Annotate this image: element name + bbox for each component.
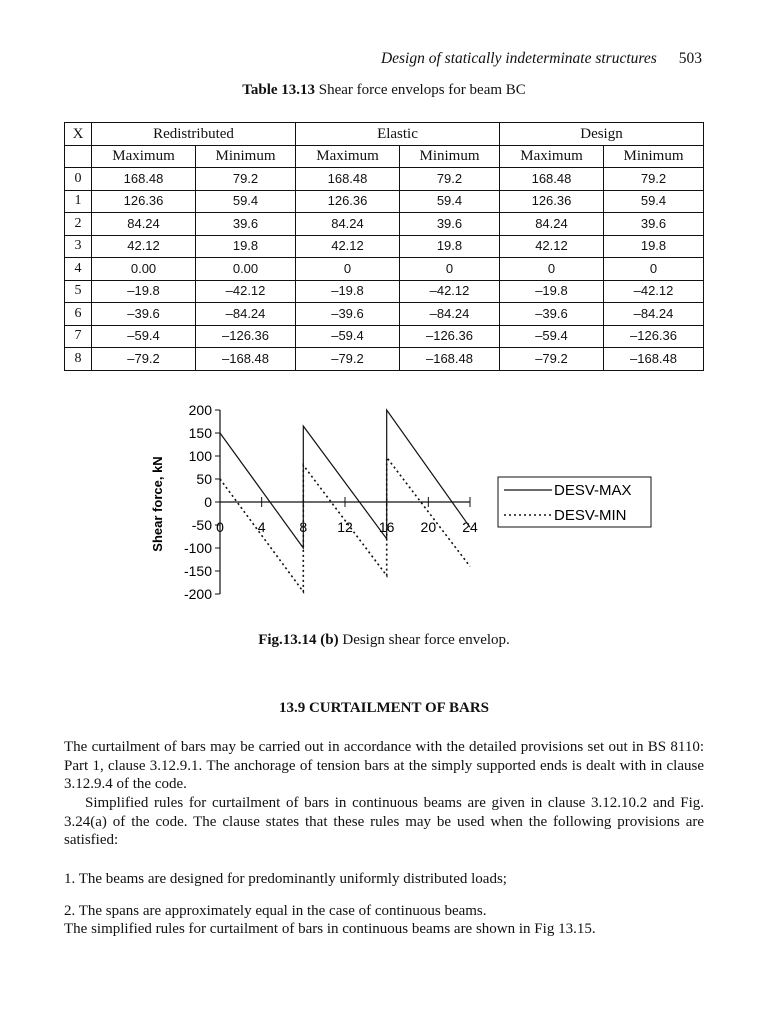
running-head-title: Design of statically indeterminate structures: [380, 50, 657, 67]
table-row: [65, 235, 704, 258]
group-header-redistributed: Redistributed: [92, 123, 296, 146]
table-row: [65, 258, 704, 281]
table-cell: –126.36: [604, 325, 704, 348]
subheader-cell: Maximum: [295, 145, 399, 168]
table-cell: 0.00: [196, 258, 296, 281]
table-row: [65, 325, 704, 348]
table-cell: –79.2: [92, 348, 196, 371]
x-tick-label: 8: [299, 519, 308, 535]
table-cell: 0: [400, 258, 500, 281]
table-cell: 79.2: [400, 168, 500, 191]
table-cell: –19.8: [499, 280, 603, 303]
x-tick-label: 4: [257, 519, 266, 535]
table-row: [65, 303, 704, 326]
legend-label-min: DESV-MIN: [554, 507, 627, 524]
table-cell: 39.6: [196, 213, 296, 236]
table-cell: –126.36: [196, 325, 296, 348]
y-tick-label: -50: [191, 517, 212, 533]
table-cell: 59.4: [196, 190, 296, 213]
table-cell: 19.8: [196, 235, 296, 258]
table-row: [65, 280, 704, 303]
y-tick-label: 150: [188, 425, 212, 441]
page-number: 503: [678, 50, 702, 67]
table-cell: 0: [499, 258, 603, 281]
table-cell: 39.6: [604, 213, 704, 236]
row-index-cell: 6: [65, 303, 92, 326]
row-index-cell: 1: [65, 190, 92, 213]
table-header-row: [65, 123, 704, 146]
table-cell: –59.4: [295, 325, 399, 348]
table-cell: –79.2: [295, 348, 399, 371]
row-index-cell: 8: [65, 348, 92, 371]
table-cell: 79.2: [604, 168, 704, 191]
y-tick-label: -150: [183, 563, 212, 579]
legend-label-max: DESV-MAX: [554, 482, 632, 499]
running-head: [381, 50, 702, 68]
group-header-design: Design: [499, 123, 703, 146]
table-cell: 168.48: [92, 168, 196, 191]
figure-caption-text: Design shear force envelop.: [342, 632, 510, 648]
table-cell: 42.12: [92, 235, 196, 258]
list-item: 2. The spans are approximately equal in the case of continuous beams.: [64, 903, 487, 919]
table-row: [65, 190, 704, 213]
table-cell: –39.6: [295, 303, 399, 326]
section-heading: 13.9 CURTAILMENT OF BARS: [278, 700, 490, 716]
paragraph: The curtailment of bars may be carried out in accordance with the detailed provisions set out in BS 8110: Part 1, clause 3.12.9.1. The anchorage of tension bars at the simply supported ends is dealt with in clause 3.12.9.4 of the code.: [64, 739, 704, 792]
table-cell: –126.36: [400, 325, 500, 348]
table-title: Shear force envelops for beam BC: [318, 82, 526, 98]
table-cell: 168.48: [295, 168, 399, 191]
y-tick-label: 100: [188, 448, 212, 464]
subheader-cell: Minimum: [400, 145, 500, 168]
subheader-cell: Maximum: [499, 145, 603, 168]
y-tick-label: 200: [188, 402, 212, 418]
table-label: Table 13.13: [242, 82, 316, 98]
column-header-blank: [65, 145, 92, 168]
shear-force-chart: [140, 398, 660, 610]
row-index-cell: 4: [65, 258, 92, 281]
table-cell: –84.24: [400, 303, 500, 326]
paragraph: The simplified rules for curtailment of bars in continuous beams are shown in Fig 13.15.: [64, 921, 596, 937]
table-row: [65, 213, 704, 236]
figure-label: Fig.13.14 (b): [258, 632, 339, 648]
subheader-cell: Minimum: [196, 145, 296, 168]
table-cell: 0: [295, 258, 399, 281]
table-cell: –42.12: [604, 280, 704, 303]
table-cell: 126.36: [295, 190, 399, 213]
x-tick-label: 12: [337, 519, 353, 535]
table-cell: 126.36: [92, 190, 196, 213]
chart-legend: [498, 477, 651, 527]
subheader-cell: Maximum: [92, 145, 196, 168]
table-cell: –39.6: [92, 303, 196, 326]
figure-caption: [0, 632, 768, 649]
table-row: [65, 168, 704, 191]
subheader-cell: Minimum: [604, 145, 704, 168]
column-header-x: X: [65, 123, 92, 146]
table-cell: 168.48: [499, 168, 603, 191]
y-tick-label: 0: [204, 494, 212, 510]
y-tick-label: -200: [183, 586, 212, 602]
table-cell: –168.48: [196, 348, 296, 371]
table-caption: [0, 82, 768, 99]
paragraph: Simplified rules for curtailment of bars in continuous beams are given in clause 3.12.10.2 and Fig. 3.24(a) of the code. The clause states that these rules may be used when the following provisions are satisfied:: [64, 795, 704, 848]
row-index-cell: 3: [65, 235, 92, 258]
table-cell: 84.24: [92, 213, 196, 236]
table-subheader-row: [65, 145, 704, 168]
y-tick-label: -100: [183, 540, 212, 556]
table-cell: –84.24: [604, 303, 704, 326]
table-cell: –19.8: [92, 280, 196, 303]
chart-axes: [184, 402, 478, 602]
shear-force-table: [64, 122, 704, 371]
row-index-cell: 7: [65, 325, 92, 348]
table-cell: 0.00: [92, 258, 196, 281]
table-row: [65, 348, 704, 371]
table-cell: 126.36: [499, 190, 603, 213]
group-header-elastic: Elastic: [295, 123, 499, 146]
x-tick-label: 20: [420, 519, 437, 535]
table-cell: –84.24: [196, 303, 296, 326]
table-cell: –168.48: [400, 348, 500, 371]
table-cell: –168.48: [604, 348, 704, 371]
y-axis-label: Shear force, kN: [150, 456, 165, 552]
row-index-cell: 0: [65, 168, 92, 191]
row-index-cell: 2: [65, 213, 92, 236]
row-index-cell: 5: [65, 280, 92, 303]
x-tick-label: 24: [462, 519, 478, 535]
table-cell: –19.8: [295, 280, 399, 303]
table-cell: 59.4: [604, 190, 704, 213]
table-cell: 19.8: [604, 235, 704, 258]
table-cell: 79.2: [196, 168, 296, 191]
table-cell: 42.12: [295, 235, 399, 258]
table-cell: –59.4: [92, 325, 196, 348]
x-tick-label: 16: [378, 519, 395, 535]
table-cell: 42.12: [499, 235, 603, 258]
table-cell: 39.6: [400, 213, 500, 236]
table-cell: 0: [604, 258, 704, 281]
list-item: 1. The beams are designed for predominantly uniformly distributed loads;: [64, 871, 507, 887]
table-cell: –42.12: [196, 280, 296, 303]
table-cell: 19.8: [400, 235, 500, 258]
table-cell: 84.24: [295, 213, 399, 236]
table-cell: 84.24: [499, 213, 603, 236]
x-tick-label: 0: [216, 519, 224, 535]
y-tick-label: 50: [196, 471, 212, 487]
table-cell: 59.4: [400, 190, 500, 213]
table-cell: –42.12: [400, 280, 500, 303]
table-cell: –79.2: [499, 348, 603, 371]
table-cell: –59.4: [499, 325, 603, 348]
table-cell: –39.6: [499, 303, 603, 326]
